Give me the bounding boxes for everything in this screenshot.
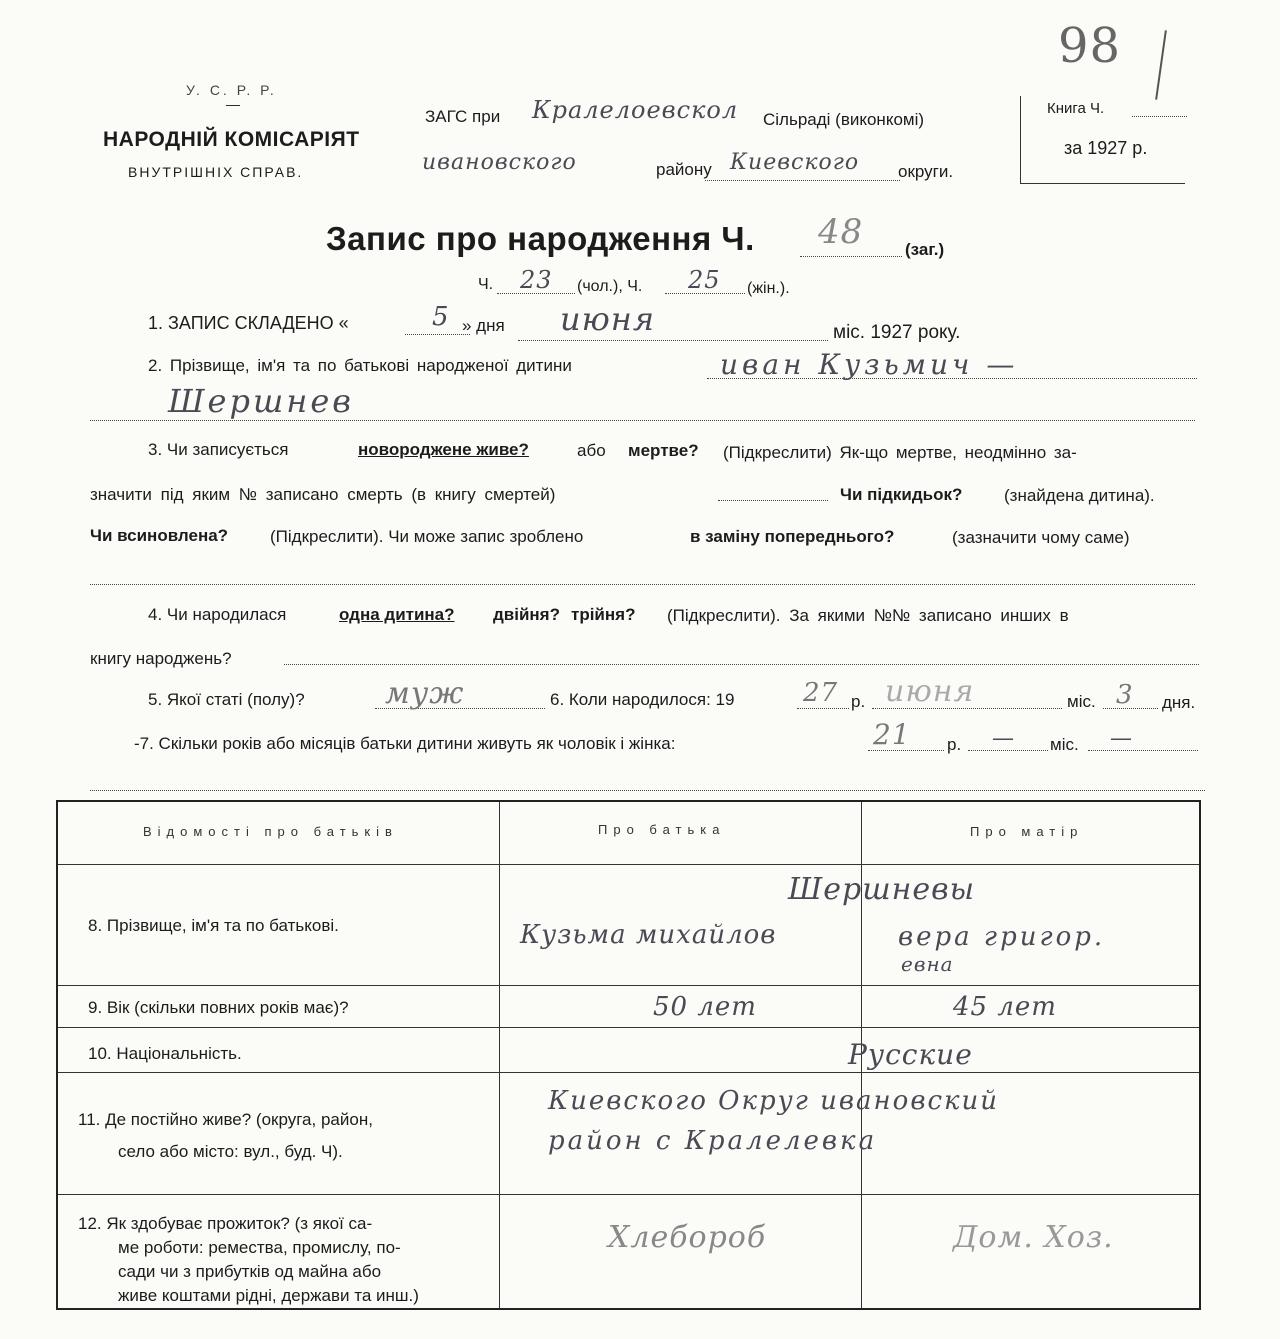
q2-name-handwriting: иван Кузьмич — [720,348,1019,381]
corner-slash [1155,30,1167,100]
record-number-handwriting: 48 [818,212,864,252]
commissariat-label: НАРОДНІЙ КОМІСАРІЯТ [103,128,360,151]
district-handwriting: ивановского [422,150,577,175]
parents-table [56,800,1201,1310]
row-12-label-3: сади чи з прибутків од майна або [118,1262,382,1281]
female-count-handwriting: 25 [688,266,721,294]
q1-month-line [518,340,828,341]
book-box-bottom [1020,183,1185,184]
q3-instruction: (Підкреслити) Як-що мертве, неодмінно за- [723,443,1077,462]
q2-surname-handwriting: Шершнев [168,382,354,420]
corner-number-handwriting: 98 [1058,18,1122,74]
row-8-mother-top-handwriting: Шершневы [788,872,976,907]
q6-year-suffix: р. [851,692,866,711]
row-9-mother-handwriting: 45 лет [953,992,1057,1022]
header-dash: — [226,96,240,112]
q7-months-handwriting: — [992,726,1015,751]
table-row-8-bottom [58,985,1199,986]
book-box-left [1020,96,1021,184]
q5-label: 5. Якої статі (полу)? [148,690,305,709]
q6-day-suffix: дня. [1162,693,1196,712]
q6-year-line [797,708,849,709]
ussr-label: У. С. Р. Р. [186,82,277,98]
okrug-handwriting: Киевского [730,150,860,175]
q7-years-handwriting: 21 [873,718,911,751]
row-12-mother-handwriting: Дом. Хоз. [953,1220,1114,1255]
q3-alive-option: новороджене живе? [358,440,529,459]
q6-label: 6. Коли народилося: 19 [550,690,735,709]
zags-suffix: Сільраді (виконкомі) [763,110,925,129]
row-8-label: 8. Прізвище, ім'я та по батькові. [88,916,339,935]
row-11-line2-handwriting: район с Кралелевка [548,1126,878,1156]
q3-death-line [718,500,828,501]
q4-label: 4. Чи народилася [148,605,287,624]
q3-label: 3. Чи записується [148,440,289,459]
q1-day-word: » дня [462,316,505,335]
q3-line3: (Підкреслити). Чи може запис зроблено [270,527,584,546]
q1-month-handwriting: июня [560,300,656,338]
book-year: за 1927 р. [1064,138,1148,158]
q3-or: або [577,441,606,460]
q1-day-line [405,334,470,335]
row-10-label: 10. Національність. [88,1044,242,1063]
q7-end-line [1088,750,1198,751]
row-9-father-handwriting: 50 лет [653,992,757,1022]
row-8-mother-handwriting: вера григор. [898,922,1106,952]
zags-village-handwriting: Кралелоевскол [532,96,739,124]
q3-blank-line [90,584,1195,585]
q2-surname-line [90,420,1195,421]
okrug-line [705,180,900,181]
row-12-label-4: живе коштами рідні, держави та инш.) [118,1286,419,1305]
row-12-label-2: ме роботи: ремества, промислу, по- [118,1238,401,1257]
table-row-9-bottom [58,1027,1199,1028]
table-row-11-bottom [58,1194,1199,1195]
q3-replace-note: (зазначити чому саме) [952,528,1130,547]
okrug-label: округи. [898,162,954,181]
row-12-label-1: 12. Як здобуває прожиток? (з якої са- [78,1214,373,1233]
q4-twins-option: двійня? [493,605,560,624]
book-number-line [1132,116,1187,117]
row-11-label-2: село або місто: вул., буд. Ч). [118,1142,343,1161]
q7-months-suffix: міс. [1050,735,1079,754]
q4-line2: книгу народжень? [90,649,232,668]
q5-sex-handwriting: муж [385,676,465,711]
q3-foundling-option: Чи підкидьок? [840,485,963,504]
q1-day-handwriting: 5 [432,302,450,332]
record-total-suffix: (заг.) [905,240,945,259]
q2-label: 2. Прізвище, ім'я та по батькові народженої дитини [148,356,572,375]
table-header-mother: Про матір [970,824,1084,839]
book-label: Книга Ч. [1047,100,1105,117]
q7-separator [90,790,1205,791]
row-9-label: 9. Вік (скільки повних років має)? [88,998,349,1017]
q6-month-suffix: міс. [1067,692,1096,711]
zags-prefix: ЗАГС при [425,107,501,126]
q3-line2: значити під яким № записано смерть (в книгу смертей) [90,485,556,504]
table-header-bottom [58,864,1199,865]
male-count-handwriting: 23 [520,266,553,294]
q7-end-handwriting: — [1110,726,1133,751]
row-8-father-handwriting: Кузьма михайлов [520,920,777,950]
record-title: Запис про народження Ч. [326,220,755,257]
table-header-info: Відомості про батьків [143,824,398,839]
count-middle: (чол.), Ч. [577,278,643,295]
q3-adopted-option: Чи всиновлена? [90,526,229,545]
row-11-label-1: 11. Де постійно живе? (округа, район, [78,1110,373,1129]
q6-month-handwriting: июня [885,674,975,709]
q7-years-suffix: р. [947,735,962,754]
q4-triplets-option: трійня? [571,605,636,624]
q1-year: міс. 1927 року. [833,322,961,343]
q1-label: 1. ЗАПИС СКЛАДЕНО « [148,313,349,333]
q4-instruction: (Підкреслити). За якими №№ записано инших в [667,606,1069,625]
q4-blank-line [284,664,1199,665]
q7-label: -7. Скільки років або місяців батьки дитини живуть як чоловік і жінка: [134,734,676,753]
record-number-line [800,256,902,257]
row-8-mother-handwriting-3: евна [901,952,954,976]
count-suffix: (жін.). [747,280,790,297]
q3-replace-option: в заміну попереднього? [690,527,895,546]
q6-day-handwriting: 3 [1116,680,1134,710]
table-header-father: Про батька [598,822,726,837]
internal-affairs-label: ВНУТРІШНІХ СПРАВ. [128,164,304,180]
q4-single-option: одна дитина? [339,605,455,624]
table-row-10-bottom [58,1072,1199,1073]
table-divider-1 [499,802,500,1308]
q3-foundling-note: (знайдена дитина). [1004,486,1155,505]
district-label: району [656,160,712,179]
row-11-line1-handwriting: Киевского Округ ивановский [548,1086,1000,1116]
q3-dead-option: мертве? [628,441,699,460]
count-prefix: Ч. [478,276,494,293]
row-10-handwriting: Русские [848,1038,973,1071]
row-12-father-handwriting: Хлебороб [608,1220,767,1255]
q6-year-handwriting: 27 [803,678,839,708]
